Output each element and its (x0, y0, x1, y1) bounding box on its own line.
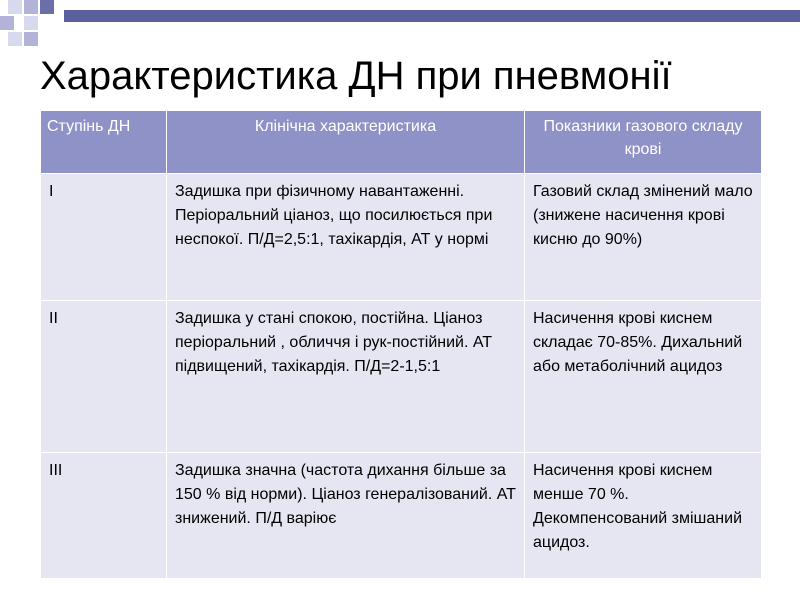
decor-square (24, 0, 38, 14)
blood-gas-cell: Газовий склад змінений мало (знижене насичення крові кисню до 90%) (525, 174, 762, 301)
slide-title: Характеристика ДН при пневмонії (40, 54, 672, 98)
blood-gas-cell: Насичення крові киснем складає 70-85%. Дихальний або метаболічний ацидоз (525, 301, 762, 453)
clinical-cell: Задишка при фізичному навантаженні. Періоральний ціаноз, що посилюється при неспокої. П/Д=2,5:1, тахікардія, АТ у нормі (167, 174, 525, 301)
column-header-blood-gas: Показники газового складу крові (525, 111, 762, 174)
table-row (41, 174, 762, 301)
table-row (41, 301, 762, 453)
clinical-cell: Задишка значна (частота дихання більше за 150 % від норми). Ціаноз генералізований. АТ знижений. П/Д варіює (167, 453, 525, 579)
decor-square (8, 0, 22, 14)
dn-characteristics-table (40, 110, 761, 579)
column-header-degree: Ступінь ДН (41, 111, 167, 174)
decor-square (24, 32, 38, 46)
decor-square (40, 0, 54, 14)
degree-cell: I (41, 174, 167, 301)
decor-square (8, 32, 22, 46)
decor-square (0, 16, 14, 30)
column-header-clinical: Клінічна характеристика (167, 111, 525, 174)
header-accent-bar (64, 10, 800, 22)
blood-gas-cell: Насичення крові киснем менше 70 %. Декомпенсований змішаний ацидоз. (525, 453, 762, 579)
table-header-row (41, 111, 762, 174)
degree-cell: III (41, 453, 167, 579)
table-row (41, 453, 762, 579)
clinical-cell: Задишка у стані спокою, постійна. Ціаноз періоральний , обличчя і рук-постійний. АТ підвищений, тахікардія. П/Д=2-1,5:1 (167, 301, 525, 453)
decor-square (24, 16, 38, 30)
degree-cell: II (41, 301, 167, 453)
